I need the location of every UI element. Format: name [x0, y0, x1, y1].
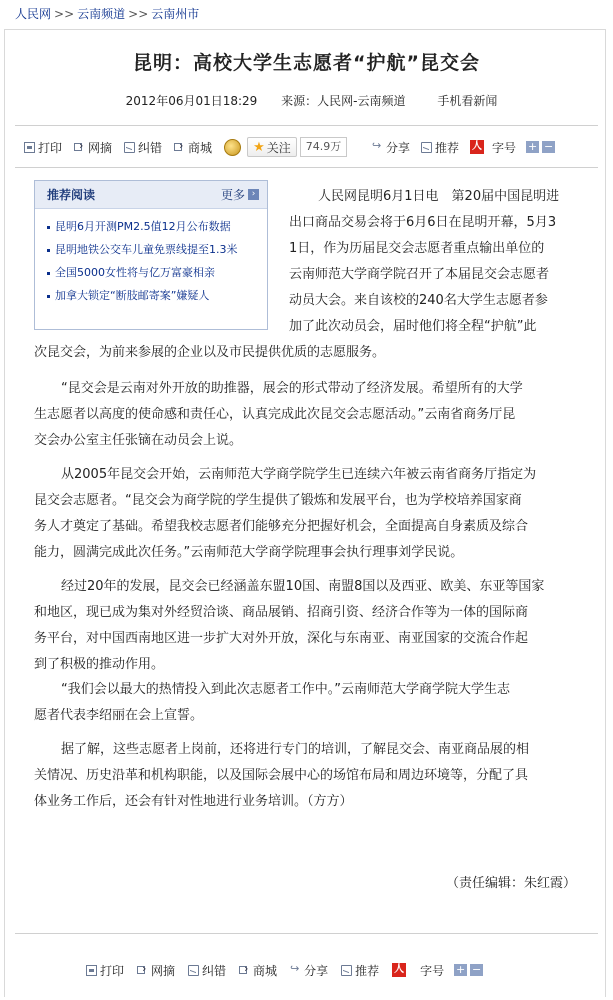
chevron-right-icon: ›: [248, 189, 259, 200]
wangzhai-label: 网摘: [88, 140, 113, 155]
body-text-line: 昆交会志愿者。“昆交会为商学院的学生提供了锻炼和发展平台，也为学校培养国家商: [34, 493, 522, 508]
print-label: 打印: [100, 963, 125, 978]
recommend-heading: 推荐阅读: [47, 188, 96, 202]
article-frame: [4, 29, 606, 997]
body-text-line: “我们会以最大的热情投入到此次志愿者工作中。”云南师范大学商学院大学生志: [61, 682, 510, 697]
breadcrumb-link-yunnan-cities[interactable]: 云南州市: [151, 7, 200, 21]
body-text-line: 和地区，现已成为集对外经贸洽谈、商品展销、招商引资、经济合作等为一体的国际商: [34, 605, 529, 620]
breadcrumb-separator: >>: [54, 7, 75, 21]
top-divider: [15, 125, 598, 126]
correction-label: 纠错: [202, 963, 227, 978]
more-link[interactable]: [221, 186, 259, 203]
list-item[interactable]: 加拿大锁定“断肢邮寄案”嫌疑人: [47, 284, 267, 307]
share-label: 分享: [304, 963, 329, 978]
wangzhai-label: 网摘: [151, 963, 176, 978]
recommend-reading-box: [34, 180, 268, 330]
body-text-line: 次昆交会，为前来参展的企业以及市民提供优质的志愿服务。: [34, 345, 386, 360]
bottom-toolbar: [86, 961, 483, 979]
recommend-label: 推荐: [355, 963, 380, 978]
list-item[interactable]: 昆明6月开测PM2.5值12月公布数据: [47, 215, 267, 238]
breadcrumb-separator: >>: [128, 7, 149, 21]
mall-label: 商城: [188, 140, 213, 155]
bookmark-icon: [74, 142, 85, 153]
follow-button[interactable]: [247, 137, 297, 157]
printer-icon: [24, 142, 35, 153]
print-button[interactable]: [86, 962, 124, 979]
envelope-icon: [188, 965, 199, 976]
weibo-avatar-icon[interactable]: [224, 139, 241, 156]
body-text-line: 到了积极的推动作用。: [34, 657, 165, 672]
recommend-button[interactable]: [421, 139, 459, 156]
print-button[interactable]: [24, 139, 62, 156]
people-logo-icon: 人: [394, 964, 405, 975]
correction-label: 纠错: [138, 140, 163, 155]
mall-button[interactable]: [174, 139, 212, 156]
font-size-label: 字号: [492, 140, 517, 155]
correction-button[interactable]: [188, 962, 226, 979]
follower-count: 74.9万: [300, 137, 348, 157]
body-text-line: 从2005年昆交会开始，云南师范大学商学院学生已连续六年被云南省商务厅指定为: [61, 467, 537, 482]
body-text-line: 愿者代表李绍丽在会上宣誓。: [34, 708, 204, 723]
article-source: 来源：人民网-云南频道: [281, 94, 406, 108]
body-text-line: 据了解，这些志愿者上岗前，还将进行专门的培训，了解昆交会、南亚商品展的相: [61, 742, 530, 757]
people-logo-icon: 人: [472, 141, 483, 152]
recommend-label: 推荐: [435, 140, 460, 155]
responsible-editor: （责任编辑：朱红霞）: [446, 876, 577, 891]
follow-label: 关注: [266, 140, 291, 155]
font-increase-button[interactable]: +: [527, 140, 538, 153]
more-label: 更多: [220, 188, 245, 202]
share-button[interactable]: [372, 139, 410, 156]
share-icon: [372, 142, 383, 153]
correction-button[interactable]: [124, 139, 162, 156]
bottom-divider: [15, 933, 598, 934]
wangzhai-button[interactable]: [137, 962, 175, 979]
article-toolbar-right: [372, 137, 555, 157]
body-text-line: 交会办公室主任张镝在动员会上说。: [34, 433, 243, 448]
body-text-line: 关情况、历史沿革和机构职能，以及国际会展中心的场馆布局和周边环境等，分配了具: [34, 768, 529, 783]
body-text-line: 人民网昆明6月1日电 第20届中国昆明进: [318, 189, 560, 204]
font-decrease-button[interactable]: −: [472, 963, 482, 976]
breadcrumb-link-yunnan-channel[interactable]: 云南频道: [77, 7, 126, 21]
font-decrease-button[interactable]: −: [543, 140, 554, 153]
body-text-line: “昆交会是云南对外开放的助推器，展会的形式带动了经济发展。希望所有的大学: [61, 381, 523, 396]
toolbar-divider: [15, 167, 598, 168]
bookmark-icon: [137, 965, 148, 976]
recommend-list: [35, 209, 267, 307]
body-text-line: 加了此次动员会，届时他们将全程“护航”此: [289, 319, 537, 334]
wangzhai-button[interactable]: [74, 139, 112, 156]
share-label: 分享: [386, 140, 411, 155]
body-text-line: 体业务工作后，还会有针对性地进行业务培训。（方方）: [34, 794, 353, 809]
breadcrumb: [15, 5, 199, 22]
article-meta: [0, 92, 613, 109]
printer-icon: [86, 965, 97, 976]
breadcrumb-link-people[interactable]: 人民网: [15, 7, 52, 21]
star-icon: ★: [253, 139, 265, 155]
body-text-line: 出口商品交易会将于6月6日在昆明开幕，5月3: [289, 215, 557, 230]
print-label: 打印: [38, 140, 63, 155]
link-arrow-icon: [174, 142, 185, 153]
envelope-icon: [341, 965, 352, 976]
share-button[interactable]: [290, 962, 328, 979]
font-size-label: 字号: [420, 963, 445, 978]
envelope-icon: [124, 142, 135, 153]
article-toolbar: [24, 137, 347, 157]
mall-label: 商城: [253, 963, 278, 978]
article-datetime: 2012年06月01日18:29: [125, 94, 258, 108]
link-arrow-icon: [239, 965, 250, 976]
body-text-line: 能力，圆满完成此次任务。”云南师范大学商学院理事会执行理事刘学民说。: [34, 545, 464, 560]
body-text-line: 务人才奠定了基础。希望我校志愿者们能够充分把握好机会，全面提高自身素质及综合: [34, 519, 529, 534]
body-text-line: 生志愿者以高度的使命感和责任心，认真完成此次昆交会志愿活动。”云南省商务厅昆: [34, 407, 516, 422]
list-item[interactable]: 昆明地铁公交车儿童免票线提至1.3米: [47, 238, 267, 261]
mobile-news-link[interactable]: 手机看新闻: [437, 94, 498, 108]
mall-button[interactable]: [239, 962, 277, 979]
recommend-header: [35, 181, 267, 209]
recommend-button[interactable]: [341, 962, 379, 979]
body-text-line: 1日，作为历届昆交会志愿者重点输出单位的: [289, 241, 545, 256]
body-text-line: 云南师范大学商学院召开了本届昆交会志愿者: [289, 267, 550, 282]
share-icon: [290, 965, 301, 976]
envelope-icon: [421, 142, 432, 153]
body-text-line: 经过20年的发展，昆交会已经涵盖东盟10国、南盟8国以及西亚、欧美、东亚等国家: [61, 579, 545, 594]
font-increase-button[interactable]: +: [456, 963, 466, 976]
list-item[interactable]: 全国5000女性将与亿万富豪相亲: [47, 261, 267, 284]
body-text-line: 动员大会。来自该校的240名大学生志愿者参: [289, 293, 548, 308]
body-text-line: 务平台，对中国西南地区进一步扩大对外开放，深化与东南亚、南亚国家的交流合作起: [34, 631, 529, 646]
page-title: 昆明：高校大学生志愿者“护航”昆交会: [133, 52, 480, 74]
